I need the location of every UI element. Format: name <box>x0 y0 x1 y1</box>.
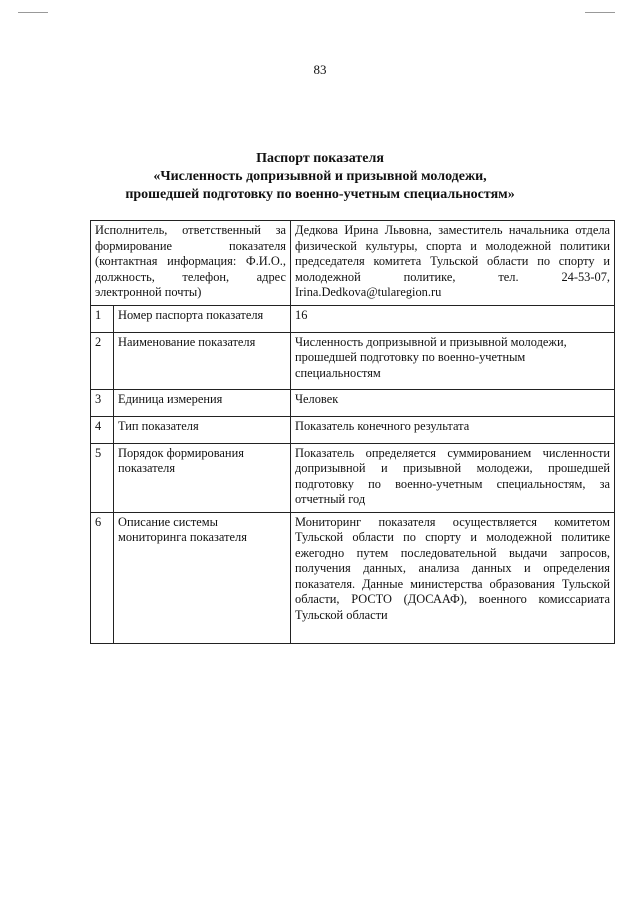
row-label-cell: Наименование показателя <box>114 332 291 389</box>
row-value-cell: 16 <box>291 305 615 332</box>
executor-value-cell: Дедкова Ирина Львовна, заместитель начальника отдела физической культуры, спорта и молодежной политики председателя комитета Тульской области по спорту и молодежной политике, тел. 24-53-07, Irina.Dedkova@tularegion.ru <box>291 221 615 306</box>
title-line-3: прошедшей подготовку по военно-учетным специальностям» <box>125 187 515 202</box>
row-number-cell: 2 <box>91 332 114 389</box>
row-label-cell: Номер паспорта показателя <box>114 305 291 332</box>
row-label-cell: Порядок формирования показателя <box>114 443 291 512</box>
table-row <box>91 389 615 416</box>
indicator-passport-table <box>90 220 615 644</box>
row-value-cell: Показатель определяется суммированием численности допризывной и призывной молодежи, прошедшей подготовку по военно-учетным специальностям, за отчетный год <box>291 443 615 512</box>
row-label-cell: Тип показателя <box>114 416 291 443</box>
scan-artifact <box>18 12 48 13</box>
row-number-cell: 1 <box>91 305 114 332</box>
table-row <box>91 332 615 389</box>
row-label-cell: Описание системы мониторинга показателя <box>114 512 291 643</box>
title-line-2: «Численность допризывной и призывной молодежи, <box>153 169 487 184</box>
scan-artifact <box>585 12 615 13</box>
title-line-1: Паспорт показателя <box>256 151 384 166</box>
row-value-cell: Мониторинг показателя осуществляется комитетом Тульской области по спорту и молодежной политике ежегодно путем последовательной выдачи запросов, получения данных, анализа данных и определения показателя. Данные министерства образования Тульской области, РОСТО (ДОСААФ), военного комиссариата Тульской области <box>291 512 615 643</box>
executor-label-cell: Исполнитель, ответственный за формирование показателя (контактная информация: Ф.И.О., должность, телефон, адрес электронной почты) <box>91 221 291 306</box>
table-row-executor <box>91 221 615 306</box>
row-number-cell: 6 <box>91 512 114 643</box>
row-number-cell: 3 <box>91 389 114 416</box>
row-number-cell: 4 <box>91 416 114 443</box>
row-number-cell: 5 <box>91 443 114 512</box>
table-row <box>91 512 615 643</box>
row-label-cell: Единица измерения <box>114 389 291 416</box>
page-number: 83 <box>313 62 327 77</box>
row-value-cell: Численность допризывной и призывной молодежи, прошедшей подготовку по военно-учетным специальностям <box>291 332 615 389</box>
table-row <box>91 416 615 443</box>
row-value-cell: Показатель конечного результата <box>291 416 615 443</box>
table-row <box>91 443 615 512</box>
row-value-cell: Человек <box>291 389 615 416</box>
document-title <box>80 150 560 204</box>
table-row <box>91 305 615 332</box>
